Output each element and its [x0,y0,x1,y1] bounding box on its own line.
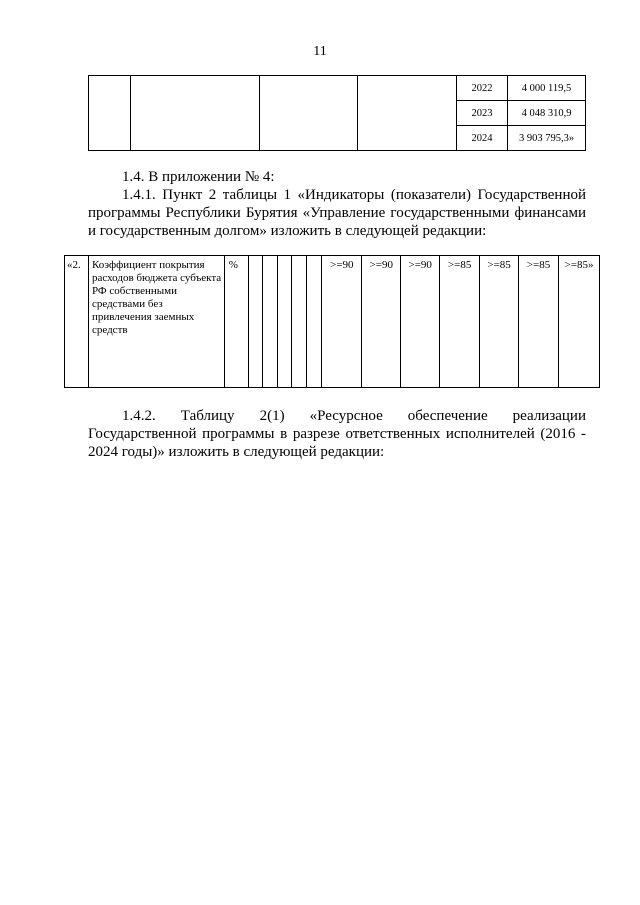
funding-table [88,75,586,151]
year-cell: 2022 [457,76,508,101]
paragraph-2-text: 1.4.2. Таблицу 2(1) «Ресурсное обеспечение реализации Государственной программы в разрезе ответственных исполнителей (2016 - 2024 годы)» изложить в следующей редакции: [88,408,586,460]
empty-cell [277,256,292,388]
indicator-table [64,255,600,388]
empty-cell [248,256,262,388]
value-cell: >=85 [519,256,559,388]
empty-cell [89,76,131,151]
empty-cell [130,76,259,151]
paragraph-1-text: 1.4.1. Пункт 2 таблицы 1 «Индикаторы (показатели) Государственной программы Республики Бурятия «Управление государственными финансами и государственным долгом» изложить в следующей редакции: [88,187,586,239]
empty-cell [292,256,307,388]
indicator-name-cell: Коэффициент покрытия расходов бюджета субъекта РФ собственными средствами без привлечения заемных средств [88,256,224,388]
value-cell: >=90 [362,256,401,388]
paragraph-1 [88,186,586,240]
row-number-cell: «2. [65,256,89,388]
year-cell: 2024 [457,126,508,151]
value-cell: >=90 [322,256,362,388]
value-cell: >=90 [401,256,440,388]
paragraph-2 [88,407,586,461]
empty-cell [307,256,322,388]
section-heading-text: 1.4. В приложении № 4: [122,169,275,185]
year-cell: 2023 [457,101,508,126]
unit-cell: % [224,256,248,388]
value-cell: >=85 [480,256,519,388]
value-cell: >=85» [558,256,599,388]
empty-cell [358,76,457,151]
value-cell: 4 048 310,9 [508,101,586,126]
empty-cell [262,256,277,388]
page-number: 11 [313,44,327,59]
table-row [89,76,586,101]
value-cell: >=85 [440,256,480,388]
value-cell: 3 903 795,3» [508,126,586,151]
empty-cell [259,76,358,151]
table-row [65,256,600,388]
section-heading [88,168,586,186]
value-cell: 4 000 119,5 [508,76,586,101]
